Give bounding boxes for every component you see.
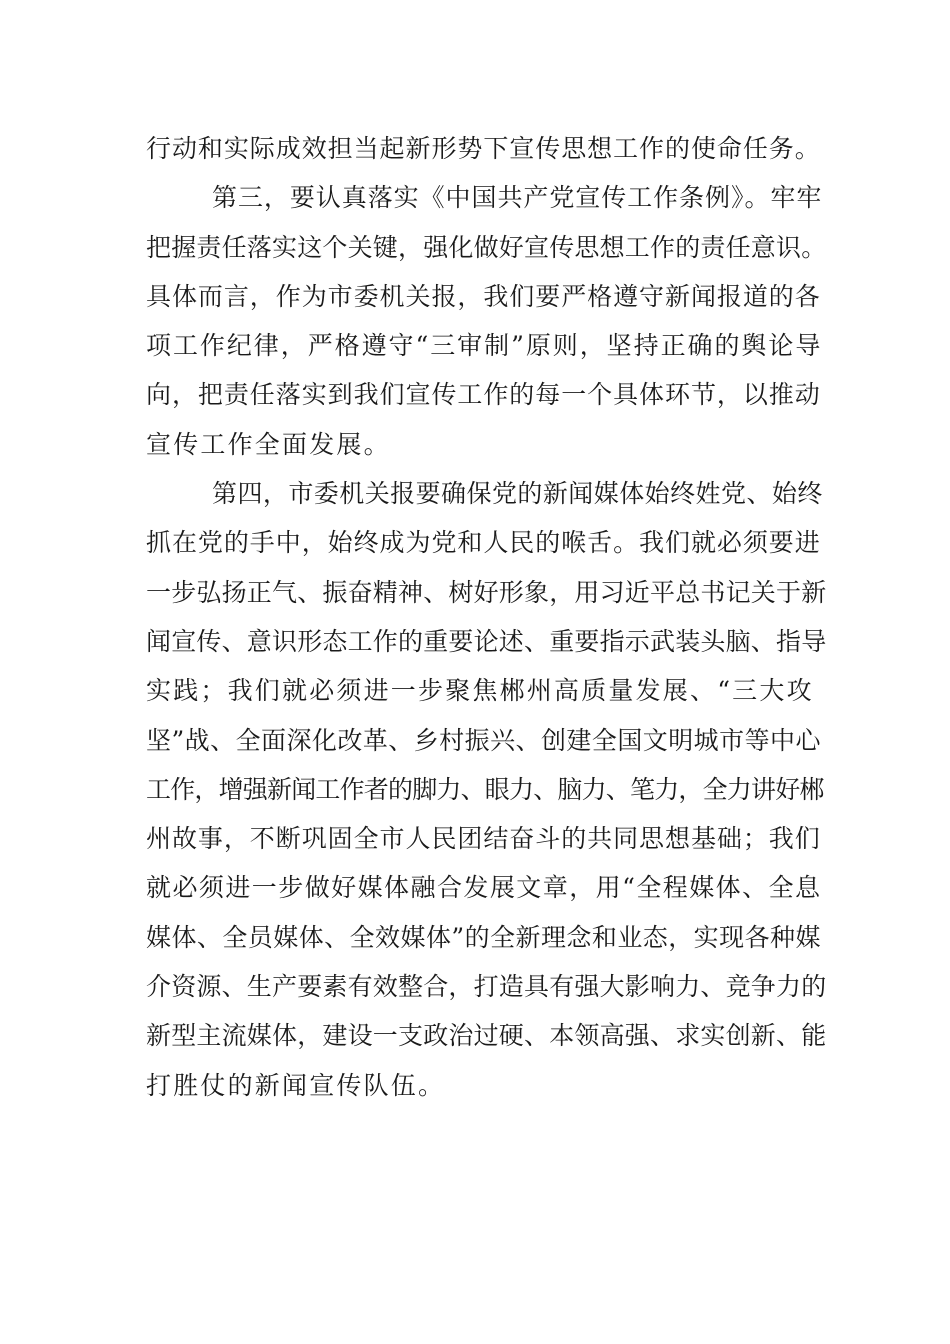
text-line: 把握责任落实这个关键，强化做好宣传思想工作的责任意识。 <box>146 232 827 262</box>
text-line: 实践；我们就必须进一步聚焦郴州高质量发展、“三大攻 <box>146 676 814 706</box>
text-line: 行动和实际成效担当起新形势下宣传思想工作的使命任务。 <box>146 134 821 163</box>
text-line: 坚”战、全面深化改革、乡村振兴、创建全国文明城市等中心 <box>146 725 821 755</box>
text-line: 媒体、全员媒体、全效媒体”的全新理念和业态，实现各种媒 <box>146 922 821 952</box>
text-line: 抓在党的手中，始终成为党和人民的喉舌。我们就必须要进 <box>146 528 821 558</box>
text-line: 州故事，不断巩固全市人民团结奋斗的共同思想基础；我们 <box>146 824 821 854</box>
text-line: 第三，要认真落实《中国共产党宣传工作条例》。牢牢 <box>212 183 823 213</box>
text-line: 项工作纪律，严格遵守“三审制”原则，坚持正确的舆论导 <box>146 331 823 361</box>
document-body <box>146 124 826 1110</box>
text-line: 一步弘扬正气、振奋精神、树好形象，用习近平总书记关于新 <box>146 577 827 607</box>
text-line: 具体而言，作为市委机关报，我们要严格遵守新闻报道的各 <box>146 281 821 311</box>
text-line: 介资源、生产要素有效整合，打造具有强大影响力、竞争力的 <box>146 972 827 1002</box>
text-line: 工作，增强新闻工作者的脚力、眼力、脑力、笔力，全力讲好郴 <box>146 774 824 804</box>
text-line: 就必须进一步做好媒体融合发展文章，用“全程媒体、全息 <box>146 873 822 903</box>
text-line: 打胜仗的新闻宣传队伍。 <box>146 1070 446 1100</box>
text-line: 新型主流媒体，建设一支政治过硬、本领高强、求实创新、能 <box>146 1021 827 1051</box>
text-line: 宣传工作全面发展。 <box>146 429 391 459</box>
text-line: 向，把责任落实到我们宣传工作的每一个具体环节，以推动 <box>146 380 821 410</box>
text-line: 闻宣传、意识形态工作的重要论述、重要指示武装头脑、指导 <box>146 626 827 656</box>
text-line: 第四，市委机关报要确保党的新闻媒体始终姓党、始终 <box>212 479 823 509</box>
